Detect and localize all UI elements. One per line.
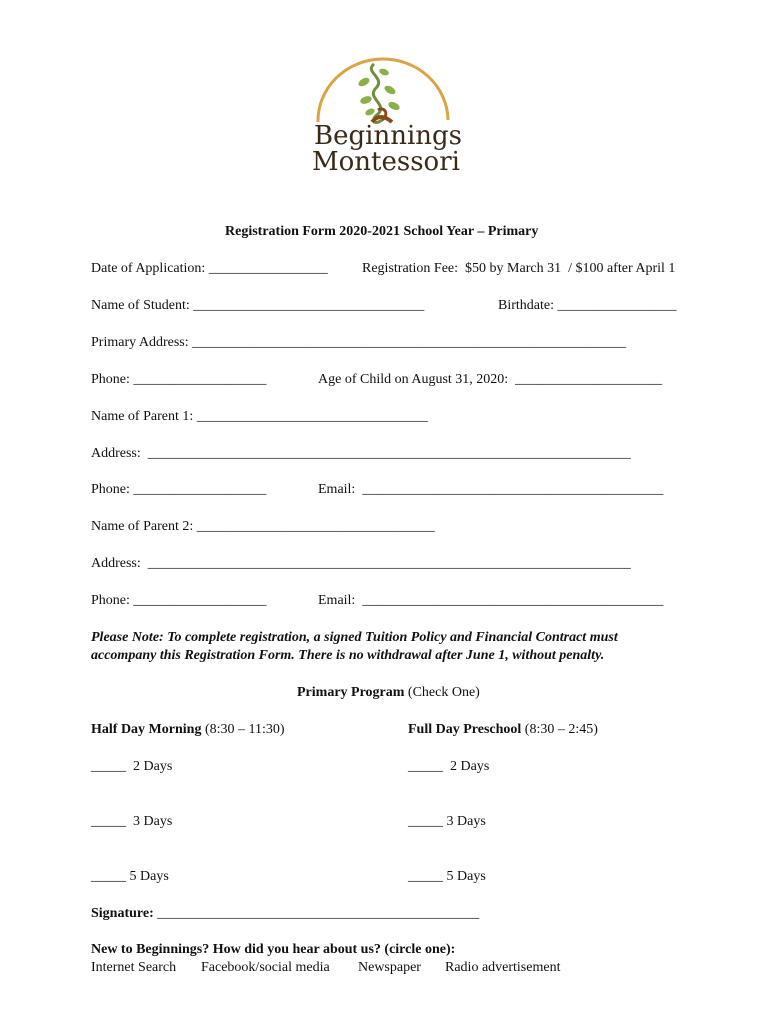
referral-option-facebook[interactable]: Facebook/social media [201,960,330,975]
full-day-3-days-option[interactable]: _____ 3 Days [408,814,486,829]
program-heading [297,684,480,702]
referral-question: New to Beginnings? How did you hear about us? (circle one): [91,942,456,957]
full-day-5-days-option[interactable]: _____ 5 Days [408,869,486,884]
parent2-phone-field[interactable]: Phone: ___________________ [91,593,267,608]
program-heading-title: Primary Program [297,685,405,700]
logo-text-line2: Montessori [312,147,460,177]
date-of-application-field[interactable]: Date of Application: _________________ [91,261,328,276]
half-day-3-days-option[interactable]: _____ 3 Days [91,814,173,829]
referral-option-radio[interactable]: Radio advertisement [445,960,561,975]
full-day-heading [408,721,598,739]
referral-option-newspaper[interactable]: Newspaper [358,960,421,975]
birthdate-field[interactable]: Birthdate: _________________ [498,298,677,313]
note-line-1: Please Note: To complete registration, a signed Tuition Policy and Financial Contract must [91,630,618,645]
parent2-address-field[interactable]: Address: _____________________________________________________________________ [91,556,631,571]
note-line-2: accompany this Registration Form. There is no withdrawal after June 1, without penalty. [91,648,605,663]
beginnings-montessori-logo [300,50,460,180]
program-heading-suffix: (Check One) [404,685,480,700]
parent1-name-field[interactable]: Name of Parent 1: _________________________________ [91,409,428,424]
parent2-email-field[interactable]: Email: ___________________________________________ [318,593,664,608]
referral-option-internet[interactable]: Internet Search [91,960,177,975]
name-of-student-field[interactable]: Name of Student: _________________________________ [91,298,425,313]
half-day-title: Half Day Morning [91,722,202,737]
logo-text-line1: Beginnings [314,121,462,151]
parent2-name-field[interactable]: Name of Parent 2: __________________________________ [91,519,435,534]
parent1-email-field[interactable]: Email: ___________________________________________ [318,482,664,497]
half-day-time: (8:30 – 11:30) [201,722,285,737]
full-day-2-days-option[interactable]: _____ 2 Days [408,759,490,774]
parent1-address-field[interactable]: Address: _____________________________________________________________________ [91,446,631,461]
parent1-phone-field[interactable]: Phone: ___________________ [91,482,267,497]
signature-label: Signature: [91,906,154,921]
form-title: Registration Form 2020-2021 School Year – Primary [225,224,539,239]
half-day-heading [91,721,285,739]
registration-fee-text: Registration Fee: $50 by March 31 / $100 after April 1 [362,261,676,276]
full-day-time: (8:30 – 2:45) [521,722,598,737]
phone-field[interactable]: Phone: ___________________ [91,372,267,387]
half-day-2-days-option[interactable]: _____ 2 Days [91,759,173,774]
age-of-child-field[interactable]: Age of Child on August 31, 2020: _____________________ [318,372,663,387]
full-day-title: Full Day Preschool [408,722,522,737]
half-day-5-days-option[interactable]: _____ 5 Days [91,869,169,884]
primary-address-field[interactable]: Primary Address: ______________________________________________________________ [91,335,627,350]
signature-line[interactable]: ______________________________________________ [153,906,480,921]
signature-field[interactable] [91,905,479,923]
